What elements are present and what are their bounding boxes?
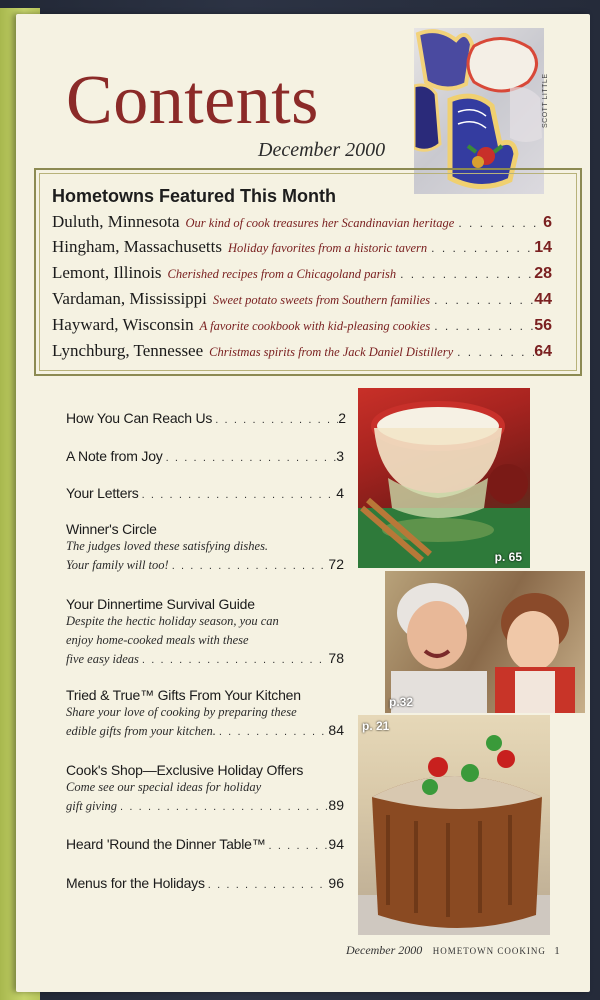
featured-city: Duluth, Minnesota xyxy=(52,212,180,231)
dot-leader xyxy=(216,726,329,738)
toc-title: A Note from Joy xyxy=(66,448,163,464)
grandma-child-photo xyxy=(385,571,585,713)
featured-page-number: 64 xyxy=(534,343,552,360)
dot-leader xyxy=(139,654,329,666)
featured-item[interactable] xyxy=(52,341,552,363)
featured-page-number: 6 xyxy=(543,214,552,231)
toc-entry[interactable] xyxy=(66,687,344,741)
page-title: Contents xyxy=(66,62,319,139)
dot-leader xyxy=(266,840,329,852)
featured-city: Hayward, Wisconsin xyxy=(52,315,194,334)
toc-page-number: 84 xyxy=(328,722,344,738)
featured-description: A favorite cookbook with kid-pleasing cookies xyxy=(199,319,431,333)
toc-description: Your family will too! xyxy=(66,558,169,572)
toc-page-number: 3 xyxy=(336,448,344,464)
toc-entry[interactable] xyxy=(66,762,344,816)
dot-leader xyxy=(430,293,534,307)
page-footer xyxy=(346,941,560,959)
photo-page-ref: p.32 xyxy=(389,695,414,709)
footer-magazine-name: HOMETOWN COOKING xyxy=(432,946,546,956)
featured-item[interactable] xyxy=(52,315,552,337)
featured-page-number: 28 xyxy=(534,265,552,282)
featured-city: Lynchburg, Tennessee xyxy=(52,341,204,360)
featured-description: Holiday favorites from a historic tavern xyxy=(227,241,428,255)
toc-entry[interactable] xyxy=(66,875,344,891)
eggnog-photo xyxy=(358,388,530,568)
dot-leader xyxy=(453,345,534,359)
dot-leader xyxy=(396,267,534,281)
featured-description: Our kind of cook treasures her Scandinavian heritage xyxy=(185,216,455,230)
toc-page-number: 89 xyxy=(328,797,344,813)
featured-heading: Hometowns Featured This Month xyxy=(52,186,337,206)
toc-page-number: 96 xyxy=(328,875,344,891)
dot-leader xyxy=(139,489,337,501)
toc-entry[interactable] xyxy=(66,485,344,501)
featured-description: Sweet potato sweets from Southern families xyxy=(212,293,431,307)
footer-page-number: 1 xyxy=(554,945,560,957)
toc-description: enjoy home-cooked meals with these xyxy=(66,633,249,647)
dot-leader xyxy=(430,319,534,333)
featured-item[interactable] xyxy=(52,237,552,259)
toc-description: Despite the hectic holiday season, you can xyxy=(66,614,279,628)
toc-description: edible gifts from your kitchen. xyxy=(66,724,216,738)
featured-city: Vardaman, Mississippi xyxy=(52,289,207,308)
fruitcake-photo xyxy=(358,715,550,935)
dot-leader xyxy=(427,241,534,255)
fruitcake-illustration xyxy=(358,715,550,935)
footer-date: December 2000 xyxy=(346,943,423,957)
featured-page-number: 14 xyxy=(534,239,552,256)
toc-description: five easy ideas xyxy=(66,652,139,666)
toc-entry[interactable] xyxy=(66,836,344,852)
toc-page-number: 78 xyxy=(328,650,344,666)
dot-leader xyxy=(205,879,329,891)
toc-page-number: 94 xyxy=(328,836,344,852)
issue-date: December 2000 xyxy=(258,139,386,161)
photo-page-ref: p. 21 xyxy=(362,719,390,733)
featured-item[interactable] xyxy=(52,263,552,285)
toc-title: Menus for the Holidays xyxy=(66,875,205,891)
toc-title: Cook's Shop—Exclusive Holiday Offers xyxy=(66,762,304,778)
featured-item[interactable] xyxy=(52,289,552,311)
dot-leader xyxy=(117,801,328,813)
featured-item[interactable] xyxy=(52,212,552,234)
dot-leader xyxy=(212,414,338,426)
eggnog-cup-illustration xyxy=(358,388,530,568)
featured-city: Lemont, Illinois xyxy=(52,263,162,282)
toc-page-number: 2 xyxy=(338,410,346,426)
toc-description: Come see our special ideas for holiday xyxy=(66,780,262,794)
toc-entry[interactable] xyxy=(66,410,346,426)
toc-page-number: 4 xyxy=(336,485,344,501)
toc-entry[interactable] xyxy=(66,596,344,669)
toc-title: Your Dinnertime Survival Guide xyxy=(66,596,255,612)
grandma-child-illustration xyxy=(385,571,585,713)
featured-page-number: 56 xyxy=(534,317,552,334)
dot-leader xyxy=(163,452,337,464)
toc-entry[interactable] xyxy=(66,521,344,575)
featured-description: Cherished recipes from a Chicagoland parish xyxy=(167,267,397,281)
dot-leader xyxy=(454,216,543,230)
toc-entry[interactable] xyxy=(66,448,344,464)
toc-description: Share your love of cooking by preparing these xyxy=(66,705,297,719)
toc-description: The judges loved these satisfying dishes. xyxy=(66,539,269,553)
dot-leader xyxy=(169,560,329,572)
featured-description: Christmas spirits from the Jack Daniel Distillery xyxy=(209,345,454,359)
featured-page-number: 44 xyxy=(534,291,552,308)
toc-title: Tried & True™ Gifts From Your Kitchen xyxy=(66,687,301,703)
toc-page-number: 72 xyxy=(328,556,344,572)
toc-description: gift giving xyxy=(66,799,118,813)
toc-title: Your Letters xyxy=(66,485,139,501)
featured-city: Hingham, Massachusetts xyxy=(52,237,222,256)
toc-title: How You Can Reach Us xyxy=(66,410,213,426)
toc-title: Heard 'Round the Dinner Table™ xyxy=(66,836,266,852)
toc-title: Winner's Circle xyxy=(66,521,157,537)
photo-page-ref: p. 65 xyxy=(494,550,522,564)
photo-credit: SCOTT LITTLE xyxy=(542,73,549,128)
